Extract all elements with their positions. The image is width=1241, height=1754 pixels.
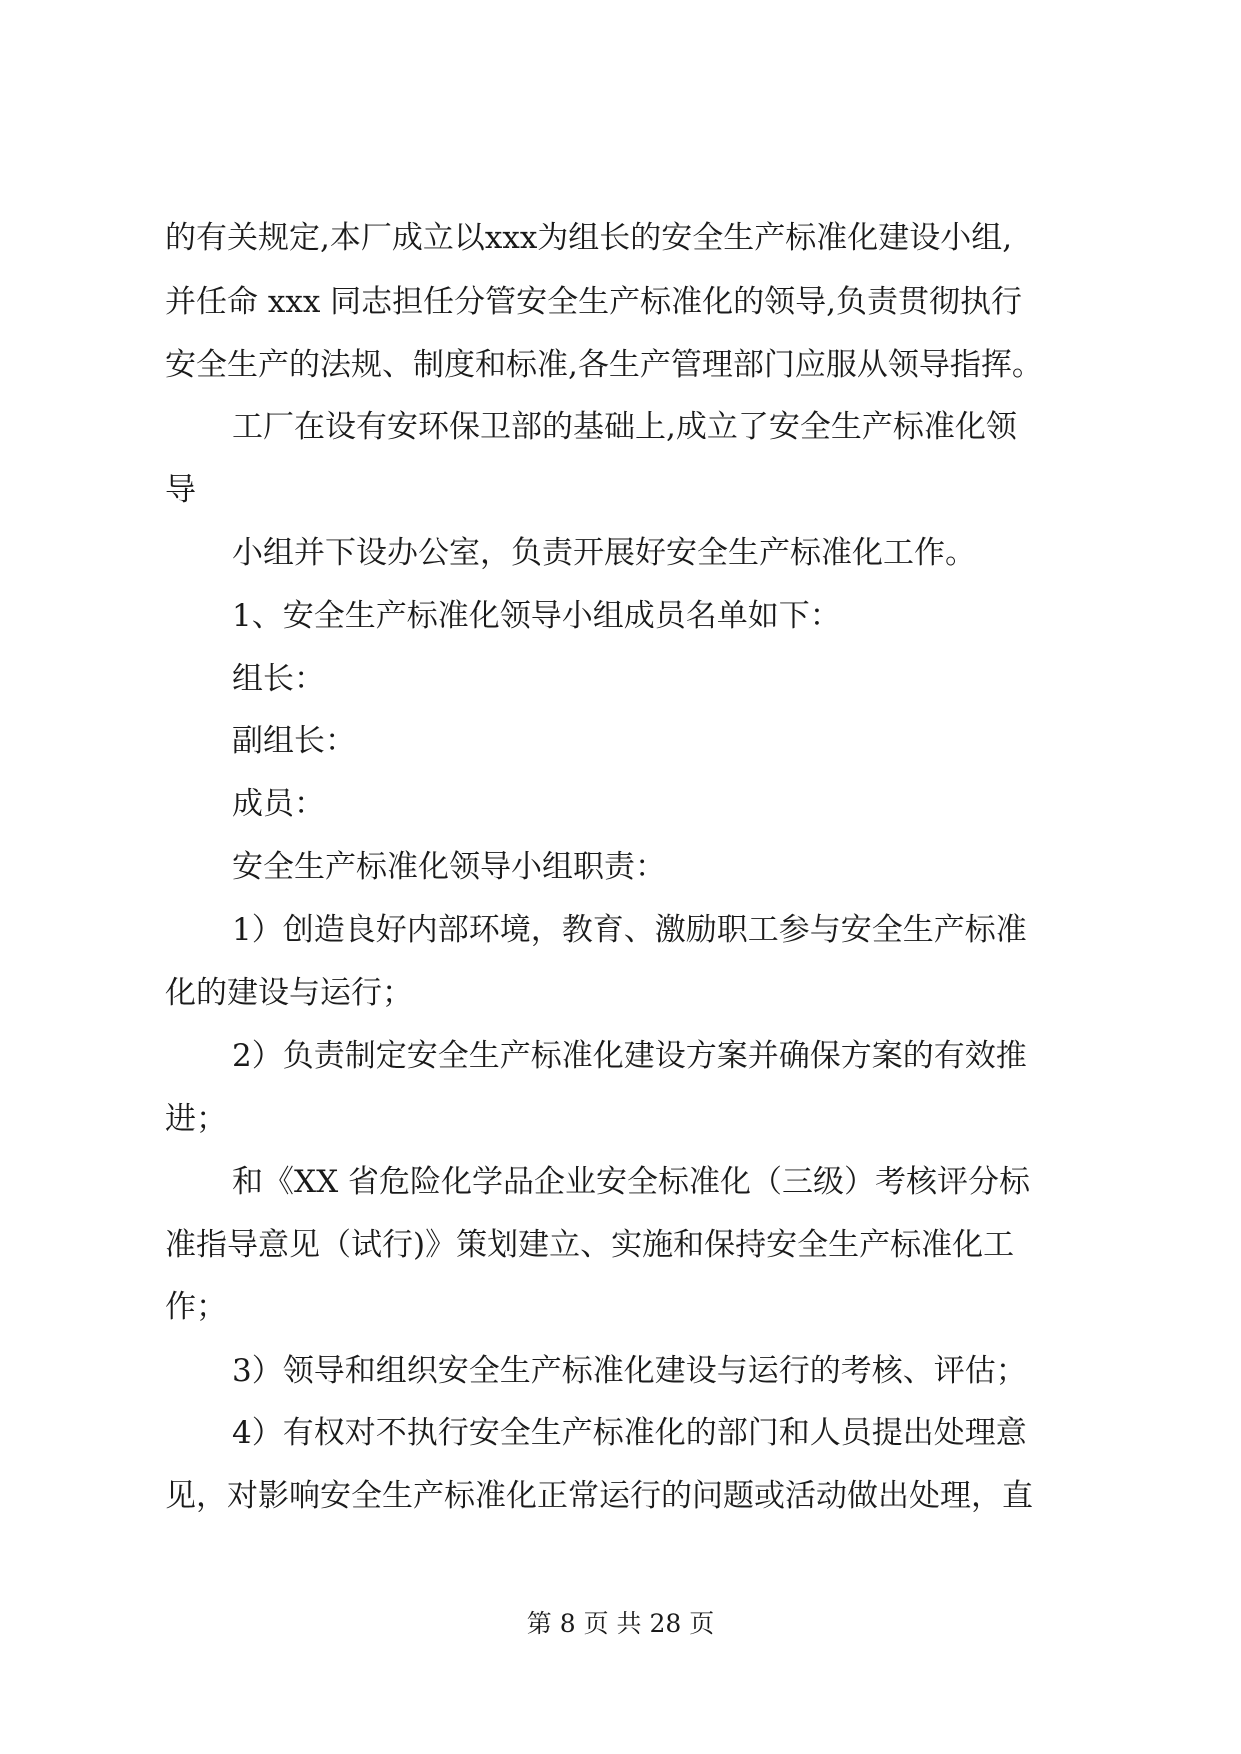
line-text: 并任命 xxx 同志担任分管安全生产标准化的领导,负责贯彻执行 xyxy=(165,284,1023,320)
text-line xyxy=(0,1476,1241,1516)
line-text: 导 xyxy=(165,472,196,508)
line-text: 和《XX 省危险化学品企业安全标准化（三级）考核评分标 xyxy=(232,1164,1030,1200)
paragraph-first-line xyxy=(0,1162,1241,1202)
line-text: 安全生产标准化领导小组职责： xyxy=(232,849,666,885)
line-text: 小组并下设办公室，负责开展好安全生产标准化工作。 xyxy=(232,535,976,571)
line-text: 成员： xyxy=(232,786,325,822)
line-text: 副组长： xyxy=(232,723,356,759)
line-text: 进； xyxy=(165,1101,227,1137)
page-number-footer: 第 8 页 共 28 页 xyxy=(526,1609,715,1638)
line-text: 作； xyxy=(165,1289,227,1325)
line-text: 的有关规定,本厂成立以xxx为组长的安全生产标准化建设小组, xyxy=(165,220,1013,256)
line-text: 4）有权对不执行安全生产标准化的部门和人员提出处理意 xyxy=(232,1415,1027,1451)
paragraph-first-line xyxy=(0,721,1241,761)
line-text: 安全生产的法规、制度和标准,各生产管理部门应服从领导指挥。 xyxy=(165,347,1043,383)
paragraph-first-line xyxy=(0,1351,1241,1391)
line-text: 1、安全生产标准化领导小组成员名单如下： xyxy=(232,598,841,634)
text-line xyxy=(0,345,1241,385)
text-line xyxy=(0,470,1241,510)
paragraph-first-line xyxy=(0,596,1241,636)
paragraph-first-line xyxy=(0,784,1241,824)
line-text: 工厂在设有安环保卫部的基础上,成立了安全生产标准化领 xyxy=(232,409,1017,445)
paragraph-first-line xyxy=(0,847,1241,887)
text-line xyxy=(0,973,1241,1013)
paragraph-first-line xyxy=(0,659,1241,699)
line-text: 准指导意见（试行)》策划建立、实施和保持安全生产标准化工 xyxy=(165,1227,1015,1263)
line-text: 化的建设与运行； xyxy=(165,975,413,1011)
line-text: 2）负责制定安全生产标准化建设方案并确保方案的有效推 xyxy=(232,1038,1027,1074)
line-text: 组长： xyxy=(232,661,325,697)
text-line xyxy=(0,1287,1241,1327)
line-text: 见，对影响安全生产标准化正常运行的问题或活动做出处理，直 xyxy=(165,1478,1033,1514)
paragraph-first-line xyxy=(0,1036,1241,1076)
text-line xyxy=(0,1225,1241,1265)
line-text: 1）创造良好内部环境，教育、激励职工参与安全生产标准 xyxy=(232,912,1027,948)
paragraph-first-line xyxy=(0,407,1241,447)
paragraph-first-line xyxy=(0,1413,1241,1453)
paragraph-first-line xyxy=(0,533,1241,573)
line-text: 3）领导和组织安全生产标准化建设与运行的考核、评估； xyxy=(232,1353,1027,1389)
text-line xyxy=(0,218,1241,258)
paragraph-first-line xyxy=(0,910,1241,950)
text-line xyxy=(0,282,1241,322)
text-line xyxy=(0,1099,1241,1139)
